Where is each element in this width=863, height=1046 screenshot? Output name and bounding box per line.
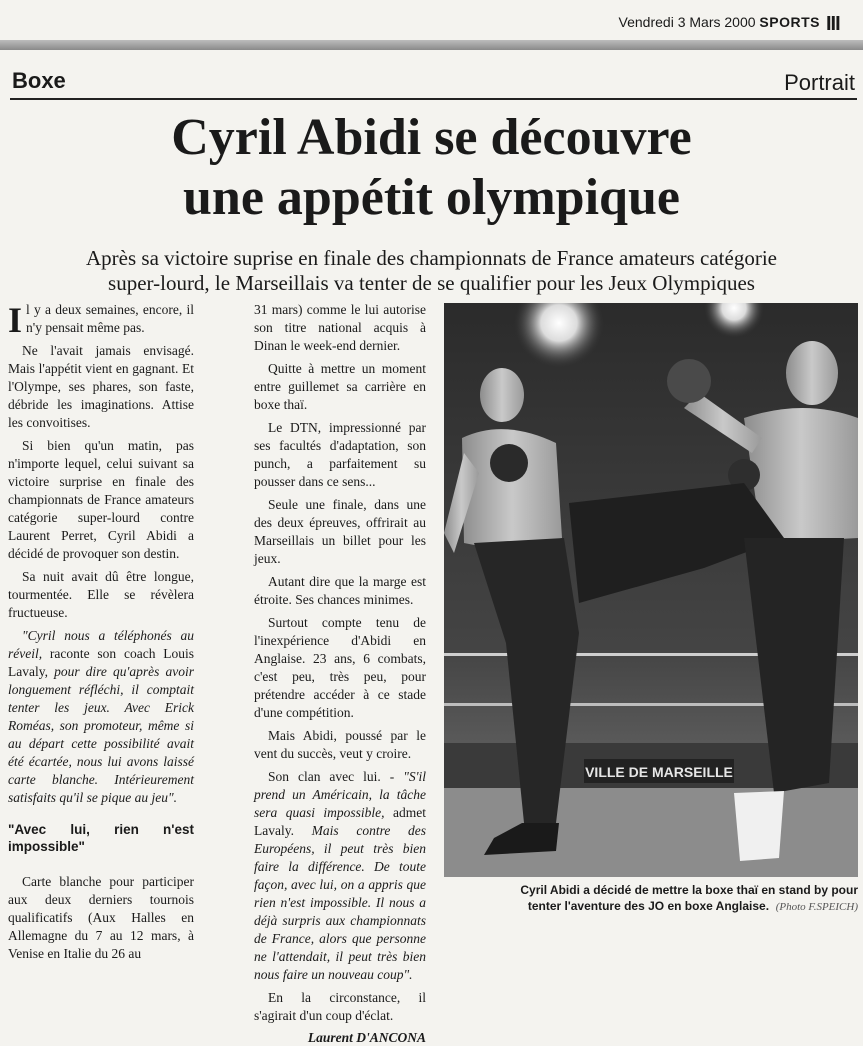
rubric-title: Boxe bbox=[12, 68, 66, 93]
section-label: SPORTS bbox=[759, 14, 820, 30]
inter-heading: "Avec lui, rien n'est impossible" bbox=[8, 822, 194, 854]
photo-credit: (Photo F.SPEICH) bbox=[775, 901, 858, 913]
paragraph: Seule une finale, dans une des deux épreuves, offrirait au Marseillais un billet pour les jeux. bbox=[254, 497, 426, 566]
left-boxing-glove bbox=[490, 444, 528, 482]
paragraph: Carte blanche pour participer aux deux derniers tournois qualificatifs (Aux Halles en Allemagne du 7 au 12 mars, à Venise en Italie du 26 au bbox=[8, 874, 194, 961]
paragraph: En la circonstance, il s'agirait d'un coup d'éclat. bbox=[254, 990, 426, 1023]
right-fighter-head bbox=[786, 341, 838, 405]
banner-text: VILLE DE MARSEILLE bbox=[585, 764, 733, 780]
caption-line-1: Cyril Abidi a décidé de mettre la boxe thaï en stand by pour bbox=[520, 883, 858, 897]
subhead-line-1: Après sa victoire suprise en finale des championnats de France amateurs catégorie bbox=[86, 246, 777, 270]
drop-cap: I bbox=[8, 300, 23, 340]
paragraph: Sa nuit avait dû être longue, tourmentée. Elle se révèlera fructueuse. bbox=[8, 569, 194, 620]
headline-line-1: Cyril Abidi se découvre bbox=[171, 109, 692, 166]
article-column-2 bbox=[254, 301, 426, 1046]
right-boxing-glove bbox=[667, 359, 711, 403]
paragraph: Quitte à mettre un moment entre guillemet sa carrière en boxe thaï. bbox=[254, 361, 426, 412]
kicker-label: Portrait bbox=[784, 70, 855, 95]
subhead-line-2: super-lourd, le Marseillais va tenter de se qualifier pour les Jeux Olympiques bbox=[108, 271, 755, 295]
issue-date: Vendredi 3 Mars 2000 SPORTS bbox=[618, 14, 820, 30]
author-byline: Laurent D'ANCONA bbox=[307, 1030, 426, 1045]
page-marker: III bbox=[826, 13, 840, 35]
paragraph: Ne l'avait jamais envisagé. Mais l'appétit vient en gagnant. Et l'Olympe, ses phares, son faste, débride les imaginations. Attise les convoitises. bbox=[8, 343, 194, 430]
headline bbox=[0, 108, 863, 228]
header-band bbox=[0, 40, 863, 50]
paragraph: Surtout compte tenu de l'inexpérience d'Abidi en Anglaise. 23 ans, 6 combats, c'est peu, très peu, pour prétendre accéder à ce stade d'une compétition. bbox=[254, 615, 426, 720]
left-fighter-head bbox=[480, 368, 524, 422]
white-shoe bbox=[734, 791, 784, 861]
quote-paragraph: Son clan avec lui. - "S'il prend un Américain, la tâche sera quasi impossible, admet Lavaly. Mais contre des Européens, il peut très bien faire la différence. De toute façon, avec lui, on a appris que rien n'est impossible. Il nous a déjà surpris aux championnats de France, alors que personne ne l'attendait, il peut très bien nous faire un nouveau coup". bbox=[254, 769, 427, 982]
paragraph: 31 mars) comme le lui autorise son titre national acquis à Dinan le week-end dernier. bbox=[254, 302, 426, 353]
paragraph: Mais Abidi, poussé par le vent du succès, veut y croire. bbox=[254, 728, 426, 761]
photo-illustration bbox=[444, 303, 858, 877]
paragraph: Autant dire que la marge est étroite. Ses chances minimes. bbox=[254, 574, 426, 607]
boxing-photo bbox=[444, 303, 858, 877]
paragraph: Si bien qu'un matin, pas n'importe lequel, celui suivant sa victoire surprise en finale des championnats de France amateurs catégorie super-lourd contre Laurent Perret, Cyril Abidi a décidé de provoquer son destin. bbox=[8, 438, 194, 561]
photo-caption bbox=[444, 882, 858, 914]
lead-paragraph: Il y a deux semaines, encore, il n'y pensait même pas. bbox=[8, 300, 194, 340]
subhead bbox=[20, 246, 843, 296]
article-column-1 bbox=[8, 301, 194, 968]
caption-line-2: tenter l'aventure des JO en boxe Anglaise. (Photo F.SPEICH) bbox=[527, 899, 858, 913]
quote-paragraph: "Cyril nous a téléphonés au réveil, raconte son coach Louis Lavaly, pour dire qu'après avoir longuement réfléchi, il comptait tenter les jeux. Avec Erick Roméas, son promoteur, même si au départ cette possibilité avait été écartée, nous lui avons laissé carte blanche. Intérieurement satisfaits qu'il se pique au jeu". bbox=[8, 628, 194, 805]
paragraph: Le DTN, impressionné par ses facultés d'adaptation, son punch, a parfaitement su pousser dans ce sens... bbox=[254, 420, 426, 489]
section-rule bbox=[10, 98, 857, 100]
headline-line-2: une appétit olympique bbox=[183, 169, 680, 226]
